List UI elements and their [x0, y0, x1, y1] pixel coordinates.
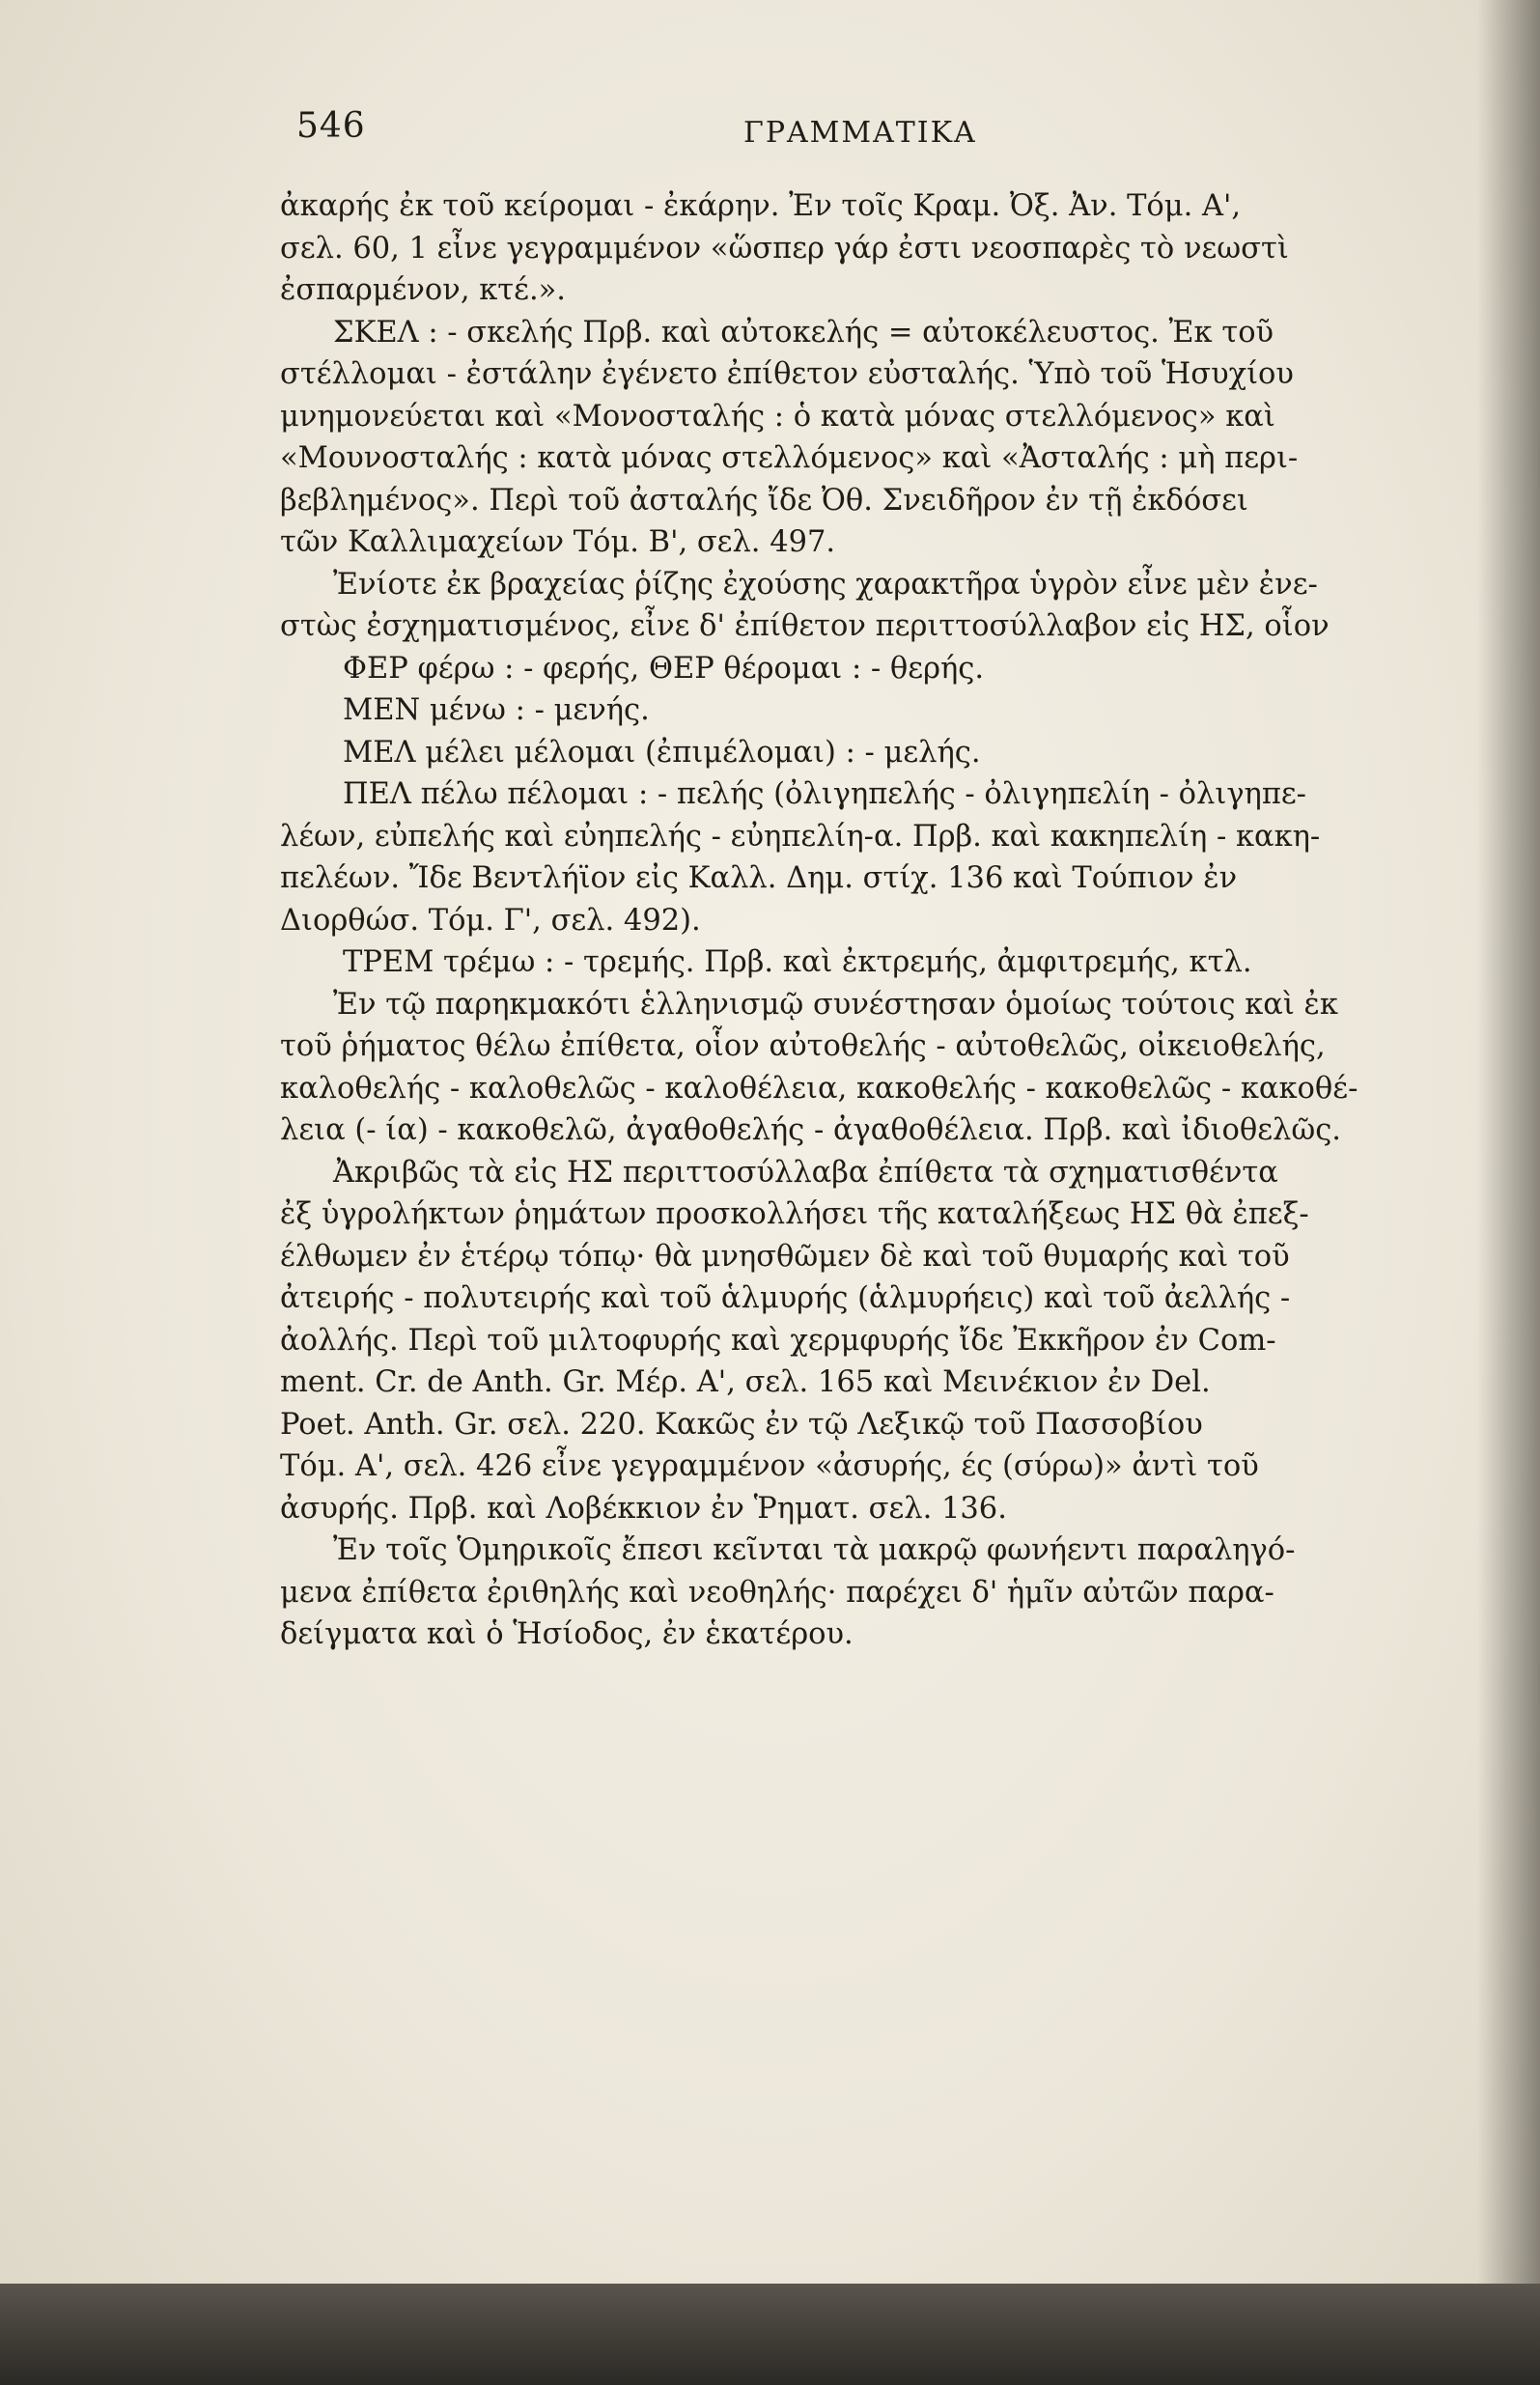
text-line: σελ. 60, 1 εἶνε γεγραμμένον «ὥσπερ γάρ ἐστι νεοσπαρὲς τὸ νεωστὶ: [280, 231, 1289, 266]
text-line: ΣΚΕΛ : - σκελής Πρβ. καὶ αὐτοκελής = αὐτοκέλευστος. Ἐκ τοῦ: [333, 315, 1274, 350]
text-line: μενα ἐπίθετα ἐριθηλής καὶ νεοθηλής· παρέχει δ' ἡμῖν αὐτῶν παρα-: [280, 1575, 1274, 1610]
text-line: Τόμ. Α', σελ. 426 εἶνε γεγραμμένον «ἀσυρής, ές (σύρω)» ἀντὶ τοῦ: [280, 1449, 1259, 1483]
page-header: [0, 106, 1540, 164]
page-bottom-shadow: [0, 2284, 1540, 2385]
text-line: ἀσυρής. Πρβ. καὶ Λοβέκκιον ἐν Ῥηματ. σελ. 136.: [280, 1491, 1007, 1526]
text-line: Ἐνίοτε ἐκ βραχείας ῥίζης ἐχούσης χαρακτῆρα ὑγρὸν εἶνε μὲν ἐνε-: [333, 567, 1318, 602]
text-line: ἐξ ὑγρολήκτων ῥημάτων προσκολλήσει τῆς καταλήξεως ΗΣ θὰ ἐπεξ-: [280, 1197, 1309, 1231]
text-line: ΜΕΝ μένω : - μενής.: [343, 693, 650, 727]
text-line: Διορθώσ. Τόμ. Γ', σελ. 492).: [280, 903, 701, 938]
text-line: «Μουνοσταλής : κατὰ μόνας στελλόμενος» καὶ «Ἀσταλής : μὴ περι-: [280, 441, 1299, 475]
text-line: τοῦ ῥήματος θέλω ἐπίθετα, οἷον αὐτοθελής - αὐτοθελῶς, οἰκειοθελής,: [280, 1029, 1326, 1063]
running-head: ΓΡΑΜΜΑΤΙΚΑ: [743, 116, 977, 150]
text-line: ment. Cr. de Anth. Gr. Μέρ. Α', σελ. 165 καὶ Μεινέκιον ἐν Del.: [280, 1365, 1211, 1399]
text-line: λέων, εὐπελής καὶ εὐηπελής - εὐηπελίη-α. Πρβ. καὶ κακηπελίη - κακη-: [280, 819, 1321, 854]
text-line: μνημονεύεται καὶ «Μονοσταλής : ὁ κατὰ μόνας στελλόμενος» καὶ: [280, 399, 1275, 434]
text-line: στὼς ἐσχηματισμένος, εἶνε δ' ἐπίθετον περιττοσύλλαβον εἰς ΗΣ, οἷον: [280, 609, 1330, 643]
text-line: καλοθελής - καλοθελῶς - καλοθέλεια, κακοθελής - κακοθελῶς - κακοθέ-: [280, 1071, 1358, 1106]
body-text: [280, 185, 1458, 1656]
text-line: ἀολλής. Περὶ τοῦ μιλτοφυρής καὶ χερμφυρής ἴδε Ἐκκῆρον ἐν Com-: [280, 1323, 1276, 1358]
text-line: ΦΕΡ φέρω : - φερής, ΘΕΡ θέρομαι : - θερής.: [343, 651, 985, 686]
text-line: ΠΕΛ πέλω πέλομαι : - πελής (ὀλιγηπελής - ὀλιγηπελίη - ὀλιγηπε-: [343, 777, 1306, 811]
page-edge-shadow: [1477, 0, 1540, 2385]
text-line: έλθωμεν ἐν ἑτέρῳ τόπῳ· θὰ μνησθῶμεν δὲ καὶ τοῦ θυμαρής καὶ τοῦ: [280, 1239, 1290, 1274]
text-line: ΜΕΛ μέλει μέλομαι (ἐπιμέλομαι) : - μελής.: [343, 735, 981, 770]
text-line: Ἀκριβῶς τὰ εἰς ΗΣ περιττοσύλλαβα ἐπίθετα τὰ σχηματισθέντα: [333, 1155, 1278, 1190]
text-line: λεια (- ία) - κακοθελῶ, ἀγαθοθελής - ἀγαθοθέλεια. Πρβ. καὶ ἰδιοθελῶς.: [280, 1113, 1341, 1147]
text-line: Ἐν τοῖς Ὁμηρικοῖς ἔπεσι κεῖνται τὰ μακρῷ φωνήεντι παραληγό-: [333, 1533, 1296, 1567]
text-line: ἐσπαρμένον, κτέ.».: [280, 273, 567, 307]
text-line: ἀτειρής - πολυτειρής καὶ τοῦ ἁλμυρής (ἁλμυρήεις) καὶ τοῦ ἀελλής -: [280, 1281, 1291, 1315]
text-line: πελέων. Ἴδε Βεντλήϊον εἰς Καλλ. Δημ. στίχ. 136 καὶ Τούπιον ἐν: [280, 861, 1238, 895]
page-number: 546: [296, 106, 366, 146]
text-line: δείγματα καὶ ὁ Ἡσίοδος, ἐν ἑκατέρου.: [280, 1617, 854, 1651]
text-line: βεβλημένος». Περὶ τοῦ ἀσταλής ἴδε Ὀθ. Σνειδῆρον ἐν τῇ ἐκδόσει: [280, 483, 1248, 518]
text-line: Ἐν τῷ παρηκμακότι ἑλληνισμῷ συνέστησαν ὁμοίως τούτοις καὶ ἐκ: [333, 987, 1338, 1022]
text-line: τῶν Καλλιμαχείων Τόμ. Β', σελ. 497.: [280, 525, 836, 559]
text-line: ἀκαρής ἐκ τοῦ κείρομαι - ἐκάρην. Ἐν τοῖς Κραμ. Ὀξ. Ἀν. Τόμ. Α',: [280, 189, 1242, 223]
text-line: στέλλομαι - ἐστάλην ἐγένετο ἐπίθετον εὐσταλής. Ὑπὸ τοῦ Ἡσυχίου: [280, 357, 1294, 391]
text-line: Poet. Anth. Gr. σελ. 220. Κακῶς ἐν τῷ Λεξικῷ τοῦ Πασσοβίου: [280, 1407, 1203, 1442]
text-line: ΤΡΕΜ τρέμω : - τρεμής. Πρβ. καὶ ἐκτρεμής, ἀμφιτρεμής, κτλ.: [343, 945, 1252, 979]
